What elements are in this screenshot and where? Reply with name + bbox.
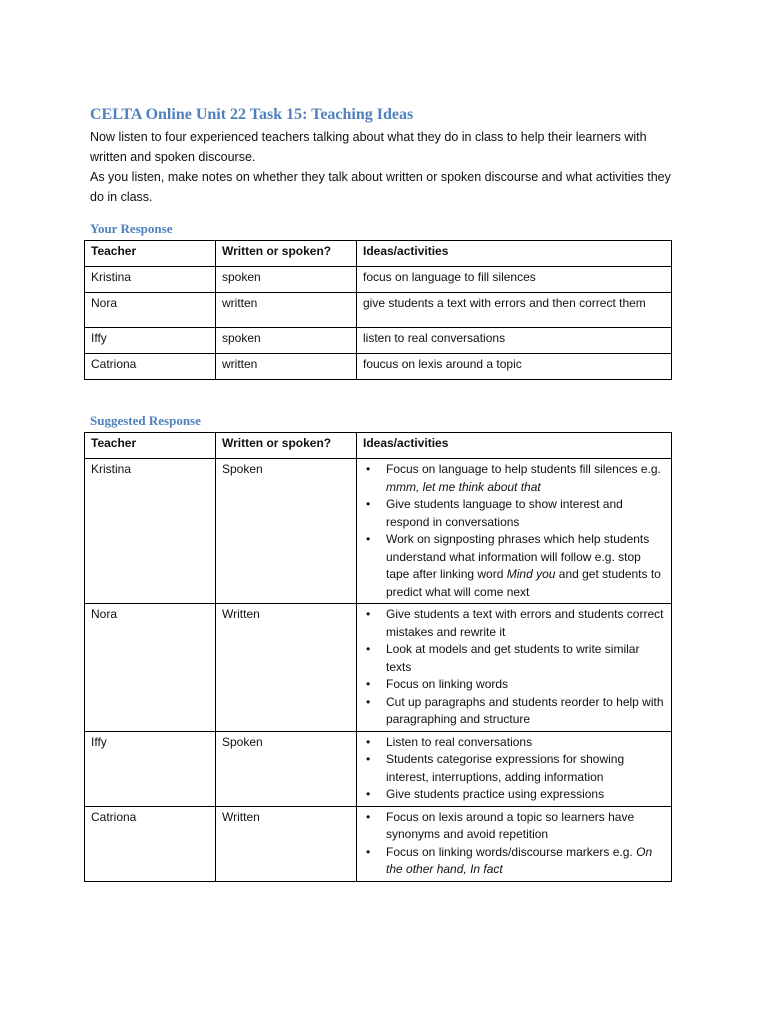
table-row xyxy=(85,459,672,604)
table-row xyxy=(85,731,672,806)
ideas-list xyxy=(363,606,665,729)
teacher-cell: Catriona xyxy=(85,806,216,881)
idea-item xyxy=(363,496,665,531)
table-row xyxy=(85,267,672,293)
idea-text: Give students a text with errors and students correct mistakes and rewrite it xyxy=(386,607,664,639)
ideas-cell xyxy=(357,806,672,881)
idea-item xyxy=(363,809,665,844)
idea-example: mmm, let me think about that xyxy=(386,479,541,494)
table-row xyxy=(85,328,672,354)
header-mode: Written or spoken? xyxy=(216,241,357,267)
document-title: CELTA Online Unit 22 Task 15: Teaching Ideas xyxy=(90,106,414,123)
suggested-response-table xyxy=(84,432,672,882)
idea-item xyxy=(363,751,665,786)
mode-cell: written xyxy=(216,354,357,380)
ideas-cell xyxy=(357,731,672,806)
mode-cell: spoken xyxy=(216,267,357,293)
idea-item xyxy=(363,461,665,496)
table-row xyxy=(85,354,672,380)
mode-cell: written xyxy=(216,293,357,328)
idea-text: Focus on lexis around a topic so learners have synonyms and avoid repetition xyxy=(386,809,635,841)
intro-paragraph: Now listen to four experienced teachers talking about what they do in class to help their learners with written and spoken discourse. xyxy=(90,130,647,164)
ideas-cell: foucus on lexis around a topic xyxy=(357,354,672,380)
intro-text xyxy=(90,127,680,207)
teacher-cell: Catriona xyxy=(85,354,216,380)
idea-text: Listen to real conversations xyxy=(386,734,533,749)
idea-item xyxy=(363,676,665,694)
header-ideas: Ideas/activities xyxy=(357,241,672,267)
idea-text: Give students practice using expressions xyxy=(386,787,605,801)
header-ideas: Ideas/activities xyxy=(357,433,672,459)
idea-item xyxy=(363,531,665,601)
idea-text: Cut up paragraphs and students reorder to help with paragraphing and structure xyxy=(386,694,664,726)
idea-item xyxy=(363,844,665,879)
idea-example: On the other hand, In fact xyxy=(386,844,653,876)
idea-item xyxy=(363,694,665,729)
ideas-list xyxy=(363,734,665,804)
idea-item xyxy=(363,734,665,752)
ideas-list xyxy=(363,461,665,601)
idea-item xyxy=(363,606,665,641)
idea-text: Focus on linking words/discourse markers e.g. xyxy=(386,844,637,859)
teacher-cell: Kristina xyxy=(85,459,216,604)
teacher-cell: Kristina xyxy=(85,267,216,293)
mode-cell: Written xyxy=(216,604,357,732)
ideas-cell: listen to real conversations xyxy=(357,328,672,354)
ideas-cell xyxy=(357,459,672,604)
idea-item xyxy=(363,641,665,676)
table-row xyxy=(85,604,672,732)
idea-text: Look at models and get students to write similar texts xyxy=(386,642,640,674)
table-row xyxy=(85,293,672,328)
idea-text: Focus on language to help students fill silences e.g. xyxy=(386,462,661,476)
ideas-list xyxy=(363,809,665,879)
mode-cell: Spoken xyxy=(216,731,357,806)
ideas-cell: give students a text with errors and then correct them xyxy=(357,293,672,328)
header-teacher: Teacher xyxy=(85,433,216,459)
header-mode: Written or spoken? xyxy=(216,433,357,459)
teacher-cell: Nora xyxy=(85,604,216,732)
idea-text: Give students language to show interest and respond in conversations xyxy=(386,497,623,529)
your-response-table xyxy=(84,240,672,380)
idea-text: Students categorise expressions for showing interest, interruptions, adding information xyxy=(386,752,625,784)
idea-text: Work on signposting phrases which help students understand what information will follow e.g. stop tape after linking word xyxy=(386,532,650,581)
idea-example: Mind you xyxy=(506,567,556,581)
idea-text-continued: and get students to predict what will come next xyxy=(386,567,661,599)
teacher-cell: Iffy xyxy=(85,731,216,806)
intro-paragraph: As you listen, make notes on whether they talk about written or spoken discourse and what activities they do in class. xyxy=(90,170,671,204)
mode-cell: Spoken xyxy=(216,459,357,604)
ideas-cell: focus on language to fill silences xyxy=(357,267,672,293)
table-row xyxy=(85,806,672,881)
teacher-cell: Nora xyxy=(85,293,216,328)
idea-text: Focus on linking words xyxy=(386,677,509,691)
teacher-cell: Iffy xyxy=(85,328,216,354)
table-header-row xyxy=(85,433,672,459)
mode-cell: spoken xyxy=(216,328,357,354)
suggested-table-body xyxy=(85,459,672,882)
ideas-cell xyxy=(357,604,672,732)
mode-cell: Written xyxy=(216,806,357,881)
your-response-heading: Your Response xyxy=(90,221,173,236)
suggested-response-heading: Suggested Response xyxy=(90,413,201,428)
table-header-row xyxy=(85,241,672,267)
idea-item xyxy=(363,786,665,804)
header-teacher: Teacher xyxy=(85,241,216,267)
